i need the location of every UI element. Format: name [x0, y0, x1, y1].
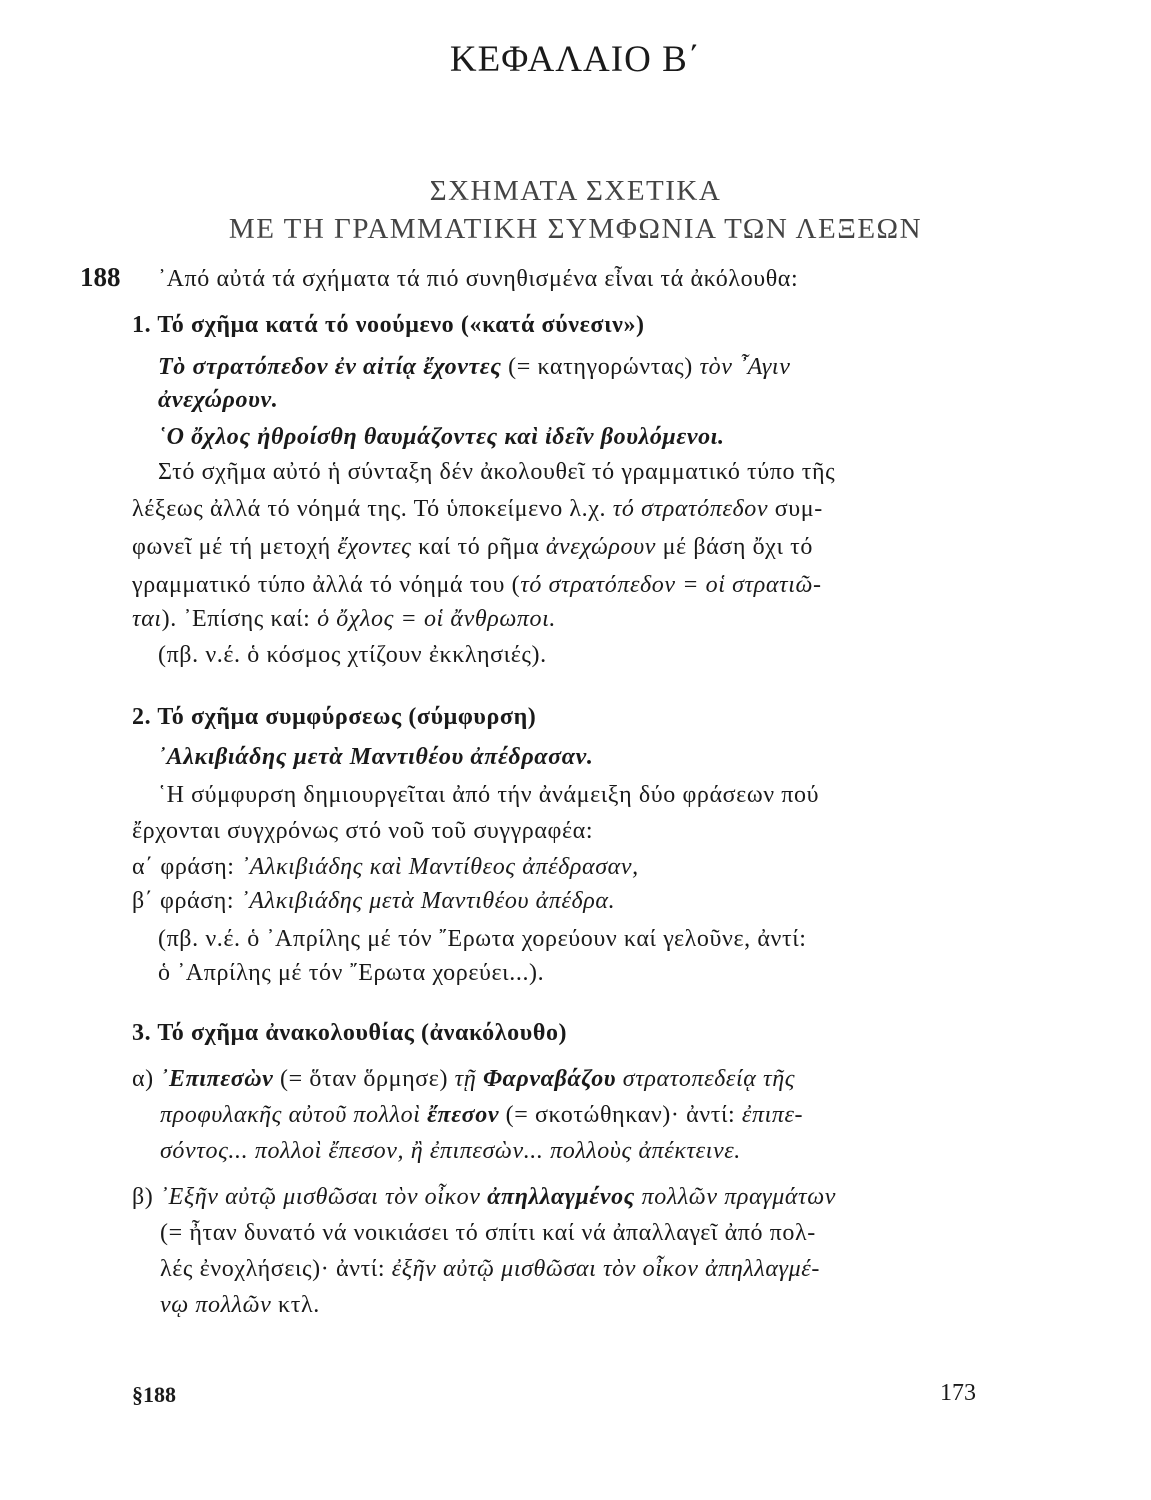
- italic-text: ἔχοντες: [337, 534, 412, 560]
- example-text: προφυλακῆς αὐτοῦ πολλοὶ: [160, 1102, 428, 1128]
- item3-heading: 3. Τό σχῆμα ἀνακολουθίας (ἀνακόλουθο): [132, 1020, 568, 1046]
- item1-text-line1: Στό σχῆμα αὐτό ἡ σύνταξη δέν ἀκολουθεῖ τό γραμματικό τύπο τῆς: [158, 459, 836, 485]
- item3-a-line3: σόντος... πολλοὶ ἔπεσον, ἢ ἐπιπεσὼν... πολλοὺς ἀπέκτεινε.: [160, 1138, 741, 1164]
- item3-a-line1: [132, 1064, 795, 1094]
- item1-text-line2: [132, 494, 823, 524]
- list-label: β): [132, 1184, 161, 1210]
- item3-a-line2: [160, 1100, 803, 1130]
- text: κτλ.: [271, 1292, 320, 1318]
- example-text: ἀπηλλαγμένος: [487, 1184, 635, 1210]
- text: γραμματικό τύπο ἀλλά τό νόημά του (: [132, 572, 521, 598]
- section-title-line-2: ΜΕ ΤΗ ΓΡΑΜΜΑΤΙΚΗ ΣΥΜΦΩΝΙΑ ΤΩΝ ΛΕΞΕΩΝ: [228, 213, 923, 245]
- item2-heading: 2. Τό σχῆμα συμφύρσεως (σύμφυρση): [132, 704, 537, 730]
- example-text: νῳ πολλῶν: [160, 1292, 272, 1318]
- translation: (= κατηγορώντας): [501, 354, 700, 380]
- item2-text-line4: ὁ ᾿Απρίλης μέ τόν ῎Ερωτα χορεύει...).: [158, 960, 545, 986]
- italic-text: τό στρατόπεδον: [612, 496, 769, 522]
- section-title-line-1: ΣΧΗΜΑΤΑ ΣΧΕΤΙΚΑ: [429, 175, 722, 207]
- example-text: ᾿Εξῆν αὐτῷ μισθῶσαι τὸν οἶκον: [160, 1184, 488, 1210]
- phrase-label: α΄ φράση:: [132, 854, 242, 880]
- text: ). ᾿Επίσης καί:: [161, 606, 318, 632]
- italic-text: τό στρατόπεδον = οἱ στρατιῶ-: [520, 572, 822, 598]
- example-text: Τὸ στρατόπεδον ἐν αἰτίᾳ ἔχοντες: [158, 354, 502, 380]
- item1-heading: 1. Τό σχῆμα κατά τό νοούμενο («κατά σύνεσιν»): [132, 312, 645, 338]
- list-label: α): [132, 1066, 161, 1092]
- example-text: ἐξῆν αὐτῷ μισθῶσαι τὸν οἶκον ἀπηλλαγμέ-: [391, 1256, 820, 1282]
- example-text: ᾿Επιπεσὼν: [160, 1066, 274, 1092]
- item3-b-line4: [160, 1290, 320, 1320]
- example-text: τὸν ῏Αγιν: [699, 354, 791, 380]
- section-number: 188: [80, 262, 121, 292]
- text: μέ βάση ὄχι τό: [655, 534, 813, 560]
- phrase-text: ᾿Αλκιβιάδης μετὰ Μαντιθέου ἀπέδρα.: [240, 888, 616, 914]
- footer-section-ref: §188: [132, 1382, 176, 1407]
- item2-phrase-b: [132, 886, 615, 916]
- intro-line: ᾿Από αὐτά τά σχήματα τά πιό συνηθισμένα εἶναι τά ἀκόλουθα:: [158, 266, 799, 292]
- item1-text-line3: [132, 532, 813, 562]
- example-text: Φαρναβάζου: [482, 1066, 617, 1092]
- item1-text-line4: [132, 570, 822, 600]
- item2-example1: ᾿Αλκιβιάδης μετὰ Μαντιθέου ἀπέδρασαν.: [158, 744, 594, 770]
- item2-text-line2: ἔρχονται συγχρόνως στό νοῦ τοῦ συγγραφέα:: [132, 818, 594, 844]
- italic-text: ται: [132, 606, 162, 632]
- item1-text-line5: [132, 604, 556, 634]
- page-number: 173: [940, 1380, 976, 1406]
- example-text: στρατοπεδείᾳ τῆς: [616, 1066, 796, 1092]
- example-text: ἔπεσον: [427, 1102, 500, 1128]
- section-title: [0, 172, 1151, 248]
- phrase-text: ᾿Αλκιβιάδης καὶ Μαντίθεος ἀπέδρασαν,: [241, 854, 639, 880]
- chapter-title: ΚΕΦΑΛΑΙΟ Β΄: [449, 39, 702, 80]
- text: λές ἐνοχλήσεις)· ἀντί:: [160, 1256, 392, 1282]
- item2-text-line1: ῾Η σύμφυρση δημιουργεῖται ἀπό τήν ἀνάμειξη δύο φράσεων πού: [158, 782, 820, 808]
- item1-example2: ῾Ο ὄχλος ἠθροίσθη θαυμάζοντες καὶ ἰδεῖν βουλόμενοι.: [158, 424, 725, 450]
- text: φωνεῖ μέ τή μετοχή: [132, 534, 338, 560]
- item1-example1-line2: ἀνεχώρουν.: [158, 387, 279, 413]
- item3-b-line1: [132, 1182, 836, 1212]
- text: λέξεως ἀλλά τό νόημά της. Τό ὑποκείμενο λ.χ.: [132, 496, 613, 522]
- text: καί τό ρῆμα: [411, 534, 546, 560]
- text: συμ-: [768, 496, 823, 522]
- translation: (= σκοτώθηκαν)· ἀντί:: [499, 1102, 742, 1128]
- phrase-label: β΄ φράση:: [132, 888, 241, 914]
- example-text: τῇ: [454, 1066, 483, 1092]
- item2-text-line3: (πβ. ν.έ. ὁ ᾿Απρίλης μέ τόν ῎Ερωτα χορεύουν καί γελοῦνε, ἀντί:: [158, 926, 807, 952]
- italic-text: ὁ ὄχλος = οἱ ἄνθρωποι.: [317, 606, 557, 632]
- item1-text-line6: (πβ. ν.έ. ὁ κόσμος χτίζουν ἐκκλησιές).: [158, 642, 547, 668]
- example-text: ἐπιπε-: [741, 1102, 804, 1128]
- item1-example1-line1: [158, 352, 790, 382]
- item2-phrase-a: [132, 852, 639, 882]
- example-text: πολλῶν πραγμάτων: [635, 1184, 837, 1210]
- item3-b-line2: (= ἦταν δυνατό νά νοικιάσει τό σπίτι καί νά ἀπαλλαγεῖ ἀπό πολ-: [160, 1220, 816, 1246]
- translation: (= ὅταν ὅρμησε): [273, 1066, 455, 1092]
- italic-text: ἀνεχώρουν: [545, 534, 656, 560]
- item3-b-line3: [160, 1254, 820, 1284]
